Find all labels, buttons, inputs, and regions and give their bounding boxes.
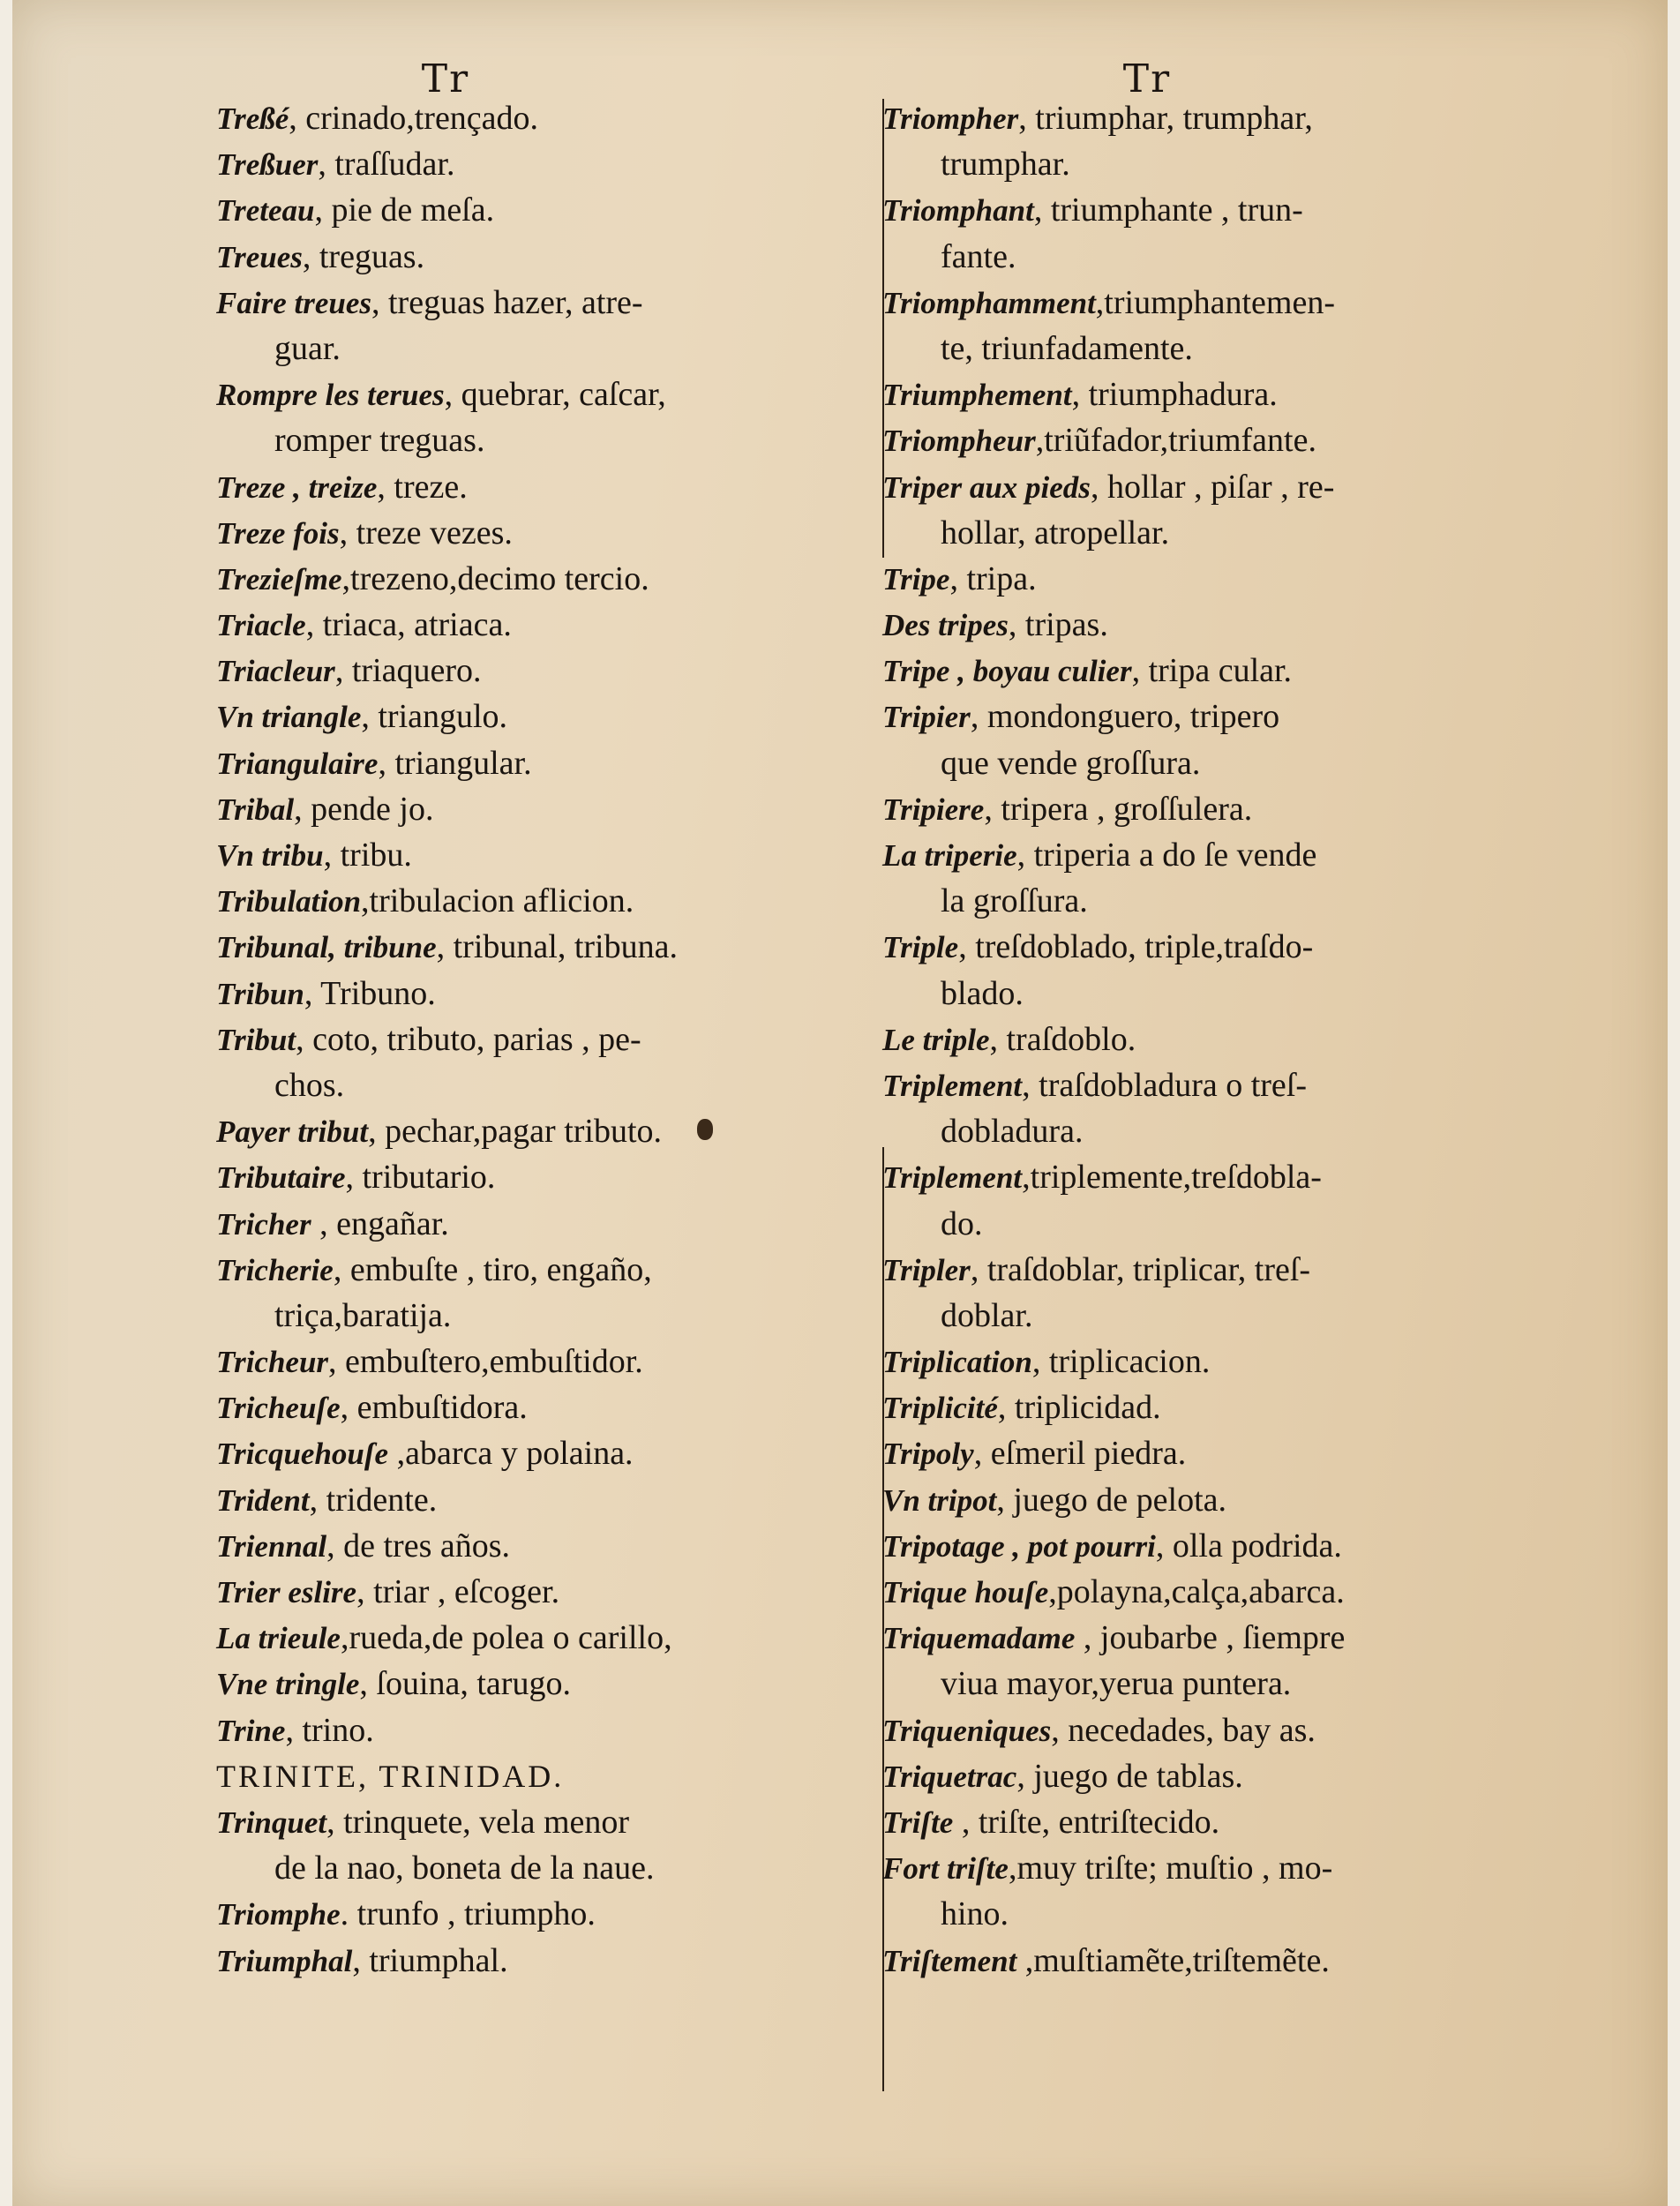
entry-headword: Triplement xyxy=(882,1160,1023,1196)
dictionary-entry xyxy=(216,1477,878,1523)
entry-headword: Trine xyxy=(216,1713,286,1748)
entry-headword: Tricher xyxy=(216,1206,311,1242)
entry-definition: , triplicacion. xyxy=(1031,1343,1211,1381)
dictionary-entry xyxy=(882,1477,1553,1523)
entry-headword: Tripier xyxy=(882,700,971,735)
entry-headword: Triennal xyxy=(216,1528,327,1564)
left-running-head: Tr xyxy=(421,56,470,101)
entry-definition: hollar, atropellar. xyxy=(941,514,1170,552)
dictionary-entry xyxy=(216,95,878,141)
dictionary-entry xyxy=(216,1430,878,1476)
dictionary-entry xyxy=(882,1799,1553,1845)
left-column xyxy=(216,53,878,1984)
entry-continuation xyxy=(216,417,878,463)
entry-continuation xyxy=(882,878,1553,924)
entry-headword: Triper aux pieds xyxy=(882,469,1091,505)
entry-definition: , triar , eſcoger. xyxy=(356,1573,560,1610)
entry-definition: , traſſudar. xyxy=(318,146,455,184)
entry-definition: , trino. xyxy=(285,1711,374,1749)
entry-headword: Tribulation xyxy=(216,884,362,919)
dictionary-entry xyxy=(882,556,1553,602)
entry-headword: Tripotage , pot pourri xyxy=(882,1528,1156,1564)
entry-headword: Triſtement xyxy=(882,1943,1017,1978)
dictionary-entry xyxy=(216,1384,878,1430)
entry-definition: , traſdobladura o treſ- xyxy=(1022,1066,1308,1104)
right-running-head: Tr xyxy=(1122,56,1172,101)
dictionary-entry xyxy=(216,924,878,970)
entry-headword: Triangulaire xyxy=(216,746,379,781)
dictionary-entry xyxy=(882,1339,1553,1384)
entry-headword: Triompher xyxy=(882,101,1019,136)
entry-definition: , juego de pelota. xyxy=(996,1481,1226,1519)
entry-definition: ,triũfador,triumfante. xyxy=(1035,422,1316,460)
entry-definition: , triumphar, trumphar, xyxy=(1018,100,1313,137)
entry-definition: , mondonguero, tripero xyxy=(970,698,1280,736)
dictionary-entry xyxy=(216,694,878,739)
entry-definition: ,muy triſte; muſtio , mo- xyxy=(1008,1850,1333,1887)
dictionary-entry xyxy=(882,280,1553,326)
dictionary-entry xyxy=(882,1384,1553,1430)
entry-headword: Triompheur xyxy=(882,424,1036,459)
entry-headword: Triple xyxy=(882,930,959,965)
entry-definition: guar. xyxy=(274,329,341,367)
entry-definition: , hollar , piſar , re- xyxy=(1090,468,1335,506)
dictionary-entry xyxy=(882,1845,1553,1891)
dictionary-entry xyxy=(216,1523,878,1569)
entry-definition: ,rueda,de polea o carillo, xyxy=(340,1619,672,1657)
entry-headword: Tripiere xyxy=(882,792,985,827)
entry-definition: , triangular. xyxy=(378,744,532,782)
entry-headword: Tripe xyxy=(882,561,950,597)
entry-definition: , triaca, atriaca. xyxy=(305,606,512,644)
entry-definition: , tribu. xyxy=(323,837,412,874)
entry-headword: Fort triſte xyxy=(882,1851,1009,1887)
entry-definition: trumphar. xyxy=(941,146,1070,184)
entry-continuation xyxy=(882,234,1553,280)
entry-definition: , tribunal, tribuna. xyxy=(436,928,678,966)
entry-definition: viua mayor,yerua puntera. xyxy=(941,1665,1292,1703)
dictionary-entry xyxy=(216,510,878,556)
entry-definition: , embuſtero,embuſtidor. xyxy=(328,1343,643,1381)
entry-headword: Tricherie xyxy=(216,1252,334,1287)
entry-definition: , tripera , groſſulera. xyxy=(984,790,1253,828)
entry-headword: Tricquehouſe xyxy=(216,1437,389,1472)
entry-definition: , triaquero. xyxy=(334,652,482,690)
entry-headword: Treßuer xyxy=(216,147,319,183)
dictionary-entry xyxy=(882,1753,1553,1799)
entry-definition: , treze vezes. xyxy=(339,514,513,552)
entry-headword: Trinquet xyxy=(216,1805,327,1840)
entry-headword: Vne tringle xyxy=(216,1667,360,1702)
dictionary-entry xyxy=(216,602,878,648)
entry-definition: , triumphal. xyxy=(352,1941,508,1979)
entry-headword: Triſte xyxy=(882,1805,954,1840)
entry-definition: , traſdoblar, triplicar, treſ- xyxy=(970,1250,1311,1288)
entry-headword: Le triple xyxy=(882,1022,990,1057)
entry-definition: , Tribuno. xyxy=(304,974,436,1012)
entry-continuation xyxy=(882,1108,1553,1154)
entry-definition: , triperia a do ſe vende xyxy=(1016,837,1317,874)
entry-definition: , tripas. xyxy=(1008,606,1108,644)
entry-headword: Tripe , boyau culier xyxy=(882,654,1132,689)
entry-definition: , olla podrida. xyxy=(1155,1527,1342,1564)
dictionary-entry xyxy=(216,371,878,417)
entry-definition: , trinquete, vela menor xyxy=(326,1803,630,1841)
entry-headword: Triomphant xyxy=(882,193,1034,229)
entry-headword: Trier eslire xyxy=(216,1575,357,1609)
entry-definition: , tridente. xyxy=(309,1481,438,1519)
dictionary-entry xyxy=(882,1938,1553,1984)
entry-definition: chos. xyxy=(274,1066,345,1104)
entry-definition: doblar. xyxy=(941,1296,1033,1334)
entry-headword: Triqueniques xyxy=(882,1713,1052,1748)
entry-definition: , crinado,trençado. xyxy=(289,100,539,137)
dictionary-entry xyxy=(216,1891,878,1937)
dictionary-entry xyxy=(882,1017,1553,1062)
dictionary-entry xyxy=(216,1339,878,1384)
entry-headword: La triperie xyxy=(882,838,1017,873)
dictionary-entry xyxy=(882,832,1553,878)
entry-headword: Tributaire xyxy=(216,1160,346,1196)
entry-definition: , ſouina, tarugo. xyxy=(359,1665,571,1703)
dictionary-entry xyxy=(216,832,878,878)
entry-headword: Triumphal xyxy=(216,1943,353,1978)
entry-definition: , treguas hazer, atre- xyxy=(371,283,643,321)
entry-definition: , juego de tablas. xyxy=(1016,1757,1243,1795)
entry-definition: , embuſte , tiro, engaño, xyxy=(333,1250,652,1288)
entry-headword: Trezieſme xyxy=(216,561,342,597)
dictionary-entry xyxy=(216,1569,878,1615)
entry-headword: Des tripes xyxy=(882,608,1009,643)
entry-definition: ,trezeno,decimo tercio. xyxy=(341,559,649,597)
entry-headword: Trique houſe xyxy=(882,1575,1049,1609)
entry-continuation xyxy=(216,1293,878,1339)
entry-headword: Triplement xyxy=(882,1068,1023,1103)
dictionary-entry xyxy=(216,187,878,233)
entry-continuation xyxy=(882,141,1553,187)
dictionary-entry xyxy=(216,1707,878,1753)
entry-definition: , traſdoblo. xyxy=(989,1020,1136,1058)
entry-definition: fante. xyxy=(941,237,1016,275)
entry-headword: Vn tripot xyxy=(882,1482,997,1518)
dictionary-entry xyxy=(882,1154,1553,1200)
entry-continuation xyxy=(882,1201,1553,1247)
dictionary-entry xyxy=(216,464,878,510)
entry-definition: ,abarca y polaina. xyxy=(388,1435,634,1473)
dictionary-entry xyxy=(216,1753,878,1799)
dictionary-entry xyxy=(882,1247,1553,1293)
dictionary-entry xyxy=(882,371,1553,417)
dictionary-entry xyxy=(882,602,1553,648)
entry-definition: que vende groſſura. xyxy=(941,744,1201,782)
entry-headword: Triquetrac xyxy=(882,1759,1017,1794)
entry-definition: , pechar,pagar tributo. xyxy=(368,1113,663,1151)
entry-headword: Treze , treize xyxy=(216,469,378,505)
entry-definition: ,triumphantemen- xyxy=(1095,283,1335,321)
entry-continuation xyxy=(216,326,878,371)
dictionary-entry xyxy=(882,187,1553,233)
entry-definition: de la nao, boneta de la naue. xyxy=(274,1850,655,1887)
entry-headword: Tribal xyxy=(216,792,295,827)
dictionary-entry xyxy=(216,1017,878,1062)
entry-headword: Triquemadame xyxy=(882,1621,1076,1656)
entry-headword: Triumphement xyxy=(882,378,1072,413)
dictionary-entry xyxy=(882,1569,1553,1615)
entry-definition: ,polayna,calça,abarca. xyxy=(1048,1573,1345,1610)
entry-continuation xyxy=(882,1293,1553,1339)
entry-headword: Triacle xyxy=(216,608,306,643)
dictionary-entry xyxy=(882,694,1553,739)
entry-headword: Triomphe xyxy=(216,1897,341,1932)
dictionary-entry xyxy=(216,556,878,602)
entry-definition: , pie de meſa. xyxy=(314,191,495,229)
entry-headword: Triacleur xyxy=(216,654,335,689)
entry-definition: , eſmeril piedra. xyxy=(973,1435,1187,1473)
entry-headword: Treze fois xyxy=(216,515,340,551)
entry-continuation xyxy=(882,740,1553,786)
entry-headword: Payer tribut xyxy=(216,1114,369,1150)
dictionary-entry xyxy=(882,924,1553,970)
dictionary-entry xyxy=(882,786,1553,832)
entry-continuation xyxy=(882,510,1553,556)
entry-definition: ,tribulacion aflicion. xyxy=(361,882,634,920)
entry-definition: triça,baratija. xyxy=(274,1296,452,1334)
entry-definition: , triſte, entriſtecido. xyxy=(953,1803,1220,1841)
dictionary-entry xyxy=(216,1661,878,1707)
dictionary-entry xyxy=(216,141,878,187)
dictionary-entry xyxy=(216,1108,878,1154)
dictionary-entry xyxy=(882,1615,1553,1661)
entry-headword: Tripoly xyxy=(882,1437,974,1472)
dictionary-entry xyxy=(216,648,878,694)
entry-definition: , triumphante , trun- xyxy=(1033,191,1303,229)
entry-definition: ,muſtiamẽte,triſtemẽte. xyxy=(1016,1941,1330,1979)
entry-headword: La trieule xyxy=(216,1621,341,1656)
entry-continuation xyxy=(882,1661,1553,1707)
entry-headword: Tribun xyxy=(216,976,304,1011)
entry-definition: ,triplemente,treſdobla- xyxy=(1022,1159,1322,1197)
dictionary-entry xyxy=(882,95,1553,141)
entry-headword: Tricheur xyxy=(216,1345,329,1380)
entry-definition: , triumphadura. xyxy=(1071,376,1278,414)
entry-definition: , tributario. xyxy=(345,1159,496,1197)
entry-definition: , TRINIDAD. xyxy=(357,1758,565,1794)
entry-definition: do. xyxy=(941,1204,983,1242)
entry-definition: , embuſtidora. xyxy=(340,1389,528,1427)
entry-headword: Triplicité xyxy=(882,1391,998,1426)
dictionary-entry xyxy=(882,1430,1553,1476)
entry-headword: Tripler xyxy=(882,1252,971,1287)
entry-continuation xyxy=(216,1845,878,1891)
dictionary-entry xyxy=(216,234,878,280)
entry-definition: , treguas. xyxy=(302,237,425,275)
entry-headword: TRINITE xyxy=(216,1758,358,1794)
entry-headword: Triomphamment xyxy=(882,285,1096,320)
dictionary-entry xyxy=(882,1062,1553,1108)
entry-definition: , coto, tributo, parias , pe- xyxy=(296,1020,641,1058)
entry-headword: Treteau xyxy=(216,193,315,229)
entry-definition: hino. xyxy=(941,1895,1009,1933)
entry-headword: Tribunal, tribune xyxy=(216,930,437,965)
dictionary-entry xyxy=(882,1523,1553,1569)
entry-definition: . trunfo , triumpho. xyxy=(340,1895,596,1933)
dictionary-entry xyxy=(216,786,878,832)
dictionary-entry xyxy=(216,1247,878,1293)
entry-headword: Rompre les terues xyxy=(216,378,445,413)
entry-headword: Treßé xyxy=(216,101,289,136)
entry-continuation xyxy=(882,971,1553,1017)
entry-definition: la groſſura. xyxy=(941,882,1088,920)
entry-continuation xyxy=(216,1062,878,1108)
dictionary-entry xyxy=(216,878,878,924)
dictionary-entry xyxy=(216,1938,878,1984)
entry-headword: Tribut xyxy=(216,1022,296,1057)
entry-headword: Trident xyxy=(216,1482,310,1518)
entry-definition: , triangulo. xyxy=(361,698,508,736)
entry-headword: Treues xyxy=(216,239,303,274)
right-column xyxy=(882,53,1553,1984)
entry-definition: , treſdoblado, triple,traſdo- xyxy=(958,928,1314,966)
entry-definition: , joubarbe , ſiempre xyxy=(1075,1619,1346,1657)
entry-definition: , treze. xyxy=(377,468,468,506)
entry-continuation xyxy=(882,326,1553,371)
entry-definition: , tripa. xyxy=(949,559,1037,597)
entry-definition: dobladura. xyxy=(941,1113,1084,1151)
dictionary-entry xyxy=(882,1707,1553,1753)
entry-definition: blado. xyxy=(941,974,1024,1012)
dictionary-entry xyxy=(882,417,1553,463)
dictionary-entry xyxy=(216,971,878,1017)
entry-continuation xyxy=(882,1891,1553,1937)
dictionary-entry xyxy=(216,1615,878,1661)
dictionary-entry xyxy=(882,464,1553,510)
entry-definition: , necedades, bay as. xyxy=(1051,1711,1316,1749)
entry-headword: Triplication xyxy=(882,1345,1032,1380)
dictionary-entry xyxy=(216,1201,878,1247)
entry-definition: , triplicidad. xyxy=(997,1389,1161,1427)
entry-headword: Vn triangle xyxy=(216,700,362,735)
entry-definition: , quebrar, caſcar, xyxy=(444,376,666,414)
entry-definition: te, triunfadamente. xyxy=(941,329,1193,367)
entry-definition: , engañar. xyxy=(311,1204,449,1242)
entry-headword: Vn tribu xyxy=(216,838,324,873)
dictionary-entry xyxy=(216,1799,878,1845)
entry-headword: Tricheuſe xyxy=(216,1391,341,1426)
dictionary-entry xyxy=(216,1154,878,1200)
dictionary-entry xyxy=(882,648,1553,694)
entry-definition: romper treguas. xyxy=(274,422,485,460)
entry-headword: Faire treues xyxy=(216,285,371,320)
dictionary-entry xyxy=(216,280,878,326)
entry-definition: , de tres años. xyxy=(326,1527,511,1564)
dictionary-entry xyxy=(216,740,878,786)
entry-definition: , tripa cular. xyxy=(1131,652,1293,690)
entry-definition: , pende jo. xyxy=(294,790,434,828)
